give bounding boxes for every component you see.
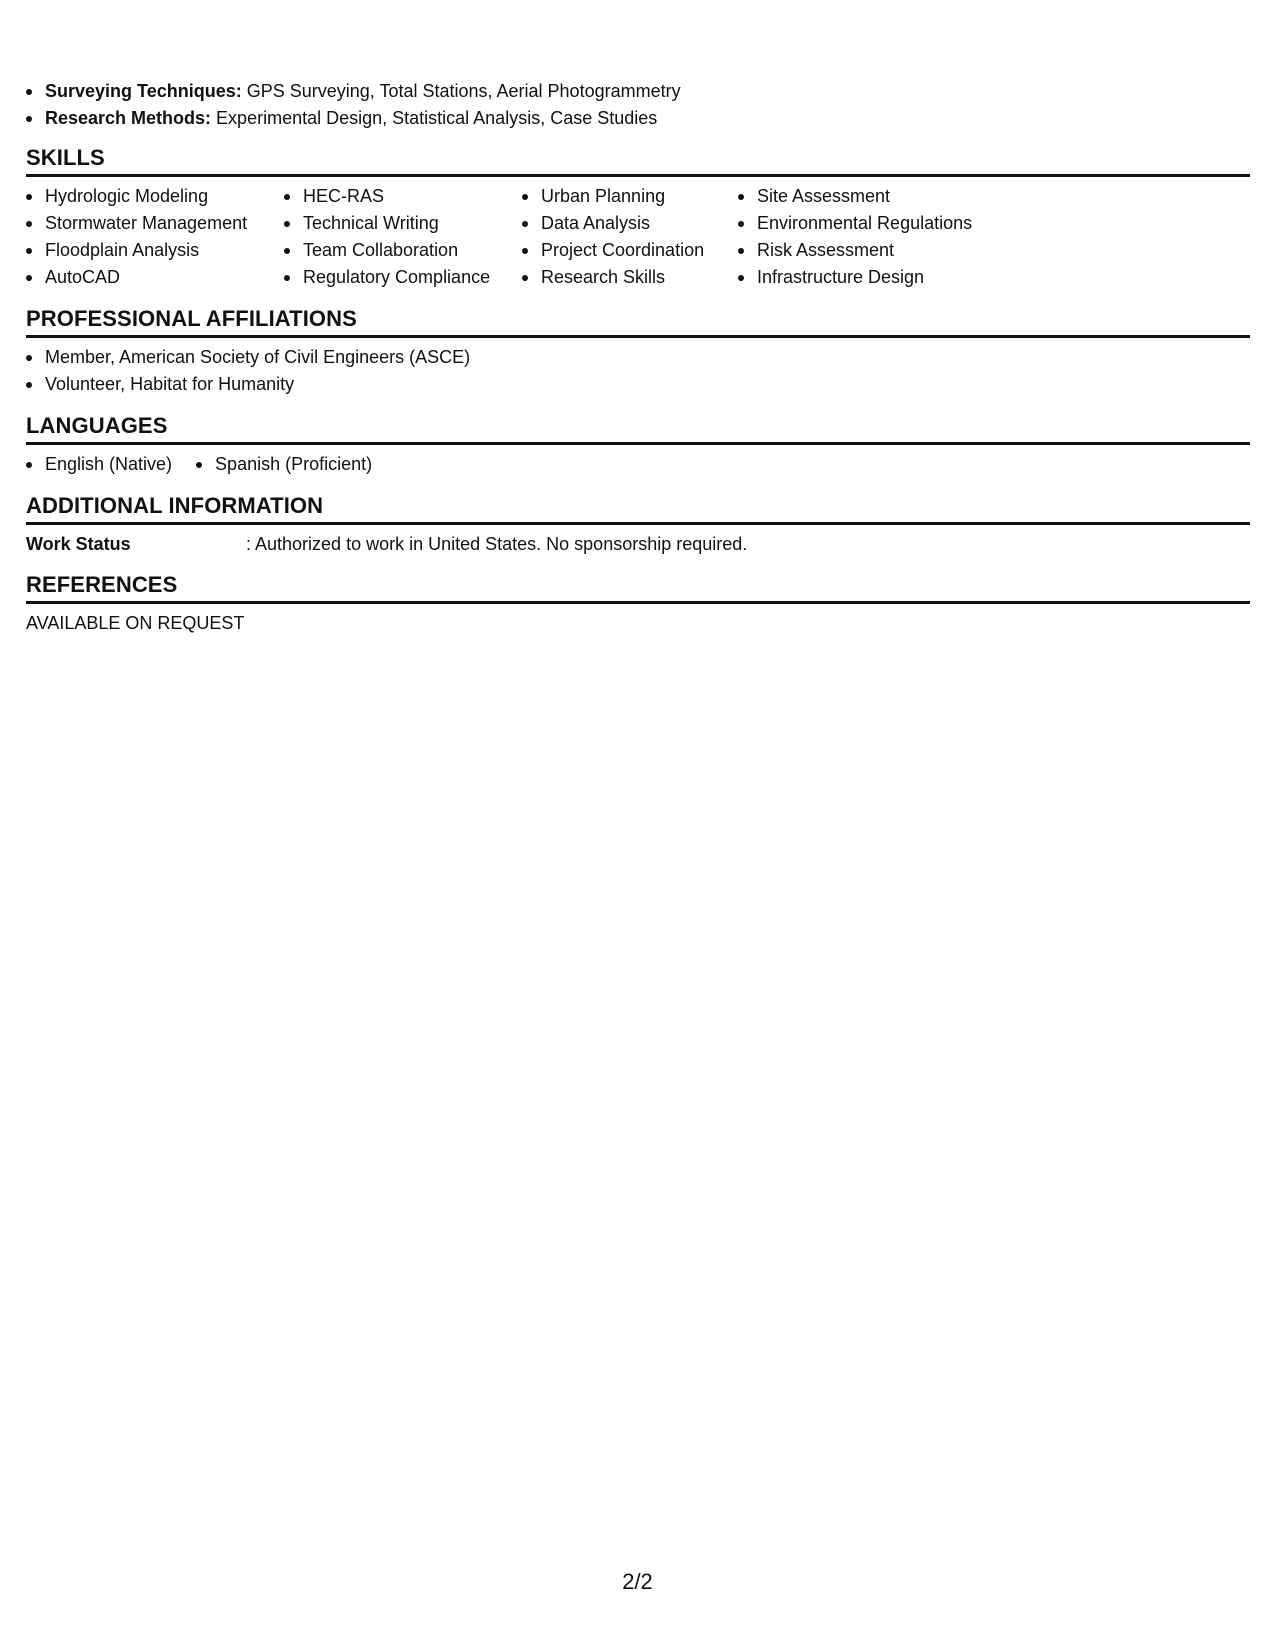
skill-item: Hydrologic Modeling — [26, 183, 284, 210]
skill-item: AutoCAD — [26, 264, 284, 291]
skill-item: Technical Writing — [284, 210, 522, 237]
skills-column — [284, 183, 522, 291]
resume-page — [26, 78, 1250, 636]
item-text: Experimental Design, Statistical Analysis, Case Studies — [211, 108, 658, 128]
skill-item: Stormwater Management — [26, 210, 284, 237]
references-section — [26, 571, 1250, 636]
skill-item: Environmental Regulations — [738, 210, 1038, 237]
work-status-value: : Authorized to work in United States. No sponsorship required. — [246, 534, 748, 554]
skill-item: Regulatory Compliance — [284, 264, 522, 291]
affiliations-section — [26, 305, 1250, 398]
page-number: 2/2 — [622, 1569, 653, 1594]
affiliations-list — [26, 344, 1250, 398]
skills-column — [522, 183, 738, 291]
skill-item: Infrastructure Design — [738, 264, 1038, 291]
section-divider — [26, 442, 1250, 445]
list-item — [26, 78, 1250, 105]
item-label: Surveying Techniques: — [45, 81, 242, 101]
skill-item: HEC-RAS — [284, 183, 522, 210]
work-status-row — [26, 531, 1250, 557]
language-item: Spanish (Proficient) — [196, 451, 372, 478]
skill-item: Research Skills — [522, 264, 738, 291]
languages-heading: LANGUAGES — [26, 413, 168, 438]
additional-info-heading: ADDITIONAL INFORMATION — [26, 493, 324, 518]
item-text: GPS Surveying, Total Stations, Aerial Photogrammetry — [241, 81, 681, 101]
references-text: AVAILABLE ON REQUEST — [26, 613, 245, 633]
section-divider — [26, 601, 1250, 604]
skill-item: Team Collaboration — [284, 237, 522, 264]
skill-item: Project Coordination — [522, 237, 738, 264]
affiliation-item: Volunteer, Habitat for Humanity — [26, 371, 1250, 398]
skill-item: Data Analysis — [522, 210, 738, 237]
skill-item: Urban Planning — [522, 183, 738, 210]
item-label: Research Methods: — [45, 108, 212, 128]
language-item: English (Native) — [26, 451, 172, 478]
list-item — [26, 105, 1250, 132]
skills-column — [26, 183, 284, 291]
affiliations-heading: PROFESSIONAL AFFILIATIONS — [26, 306, 357, 331]
skills-column — [738, 183, 1038, 291]
skill-item: Floodplain Analysis — [26, 237, 284, 264]
skills-grid — [26, 183, 1250, 291]
skill-item: Risk Assessment — [738, 237, 1038, 264]
section-divider — [26, 174, 1250, 177]
affiliation-item: Member, American Society of Civil Engineers (ASCE) — [26, 344, 1250, 371]
additional-info-section — [26, 492, 1250, 557]
work-status-label: Work Status — [26, 534, 131, 554]
section-divider — [26, 335, 1250, 338]
skill-item: Site Assessment — [738, 183, 1038, 210]
languages-list — [26, 451, 1250, 478]
skills-heading: SKILLS — [26, 145, 105, 170]
skills-section — [26, 144, 1250, 291]
languages-section — [26, 412, 1250, 478]
references-heading: REFERENCES — [26, 572, 178, 597]
technical-list — [26, 78, 1250, 132]
section-divider — [26, 522, 1250, 525]
